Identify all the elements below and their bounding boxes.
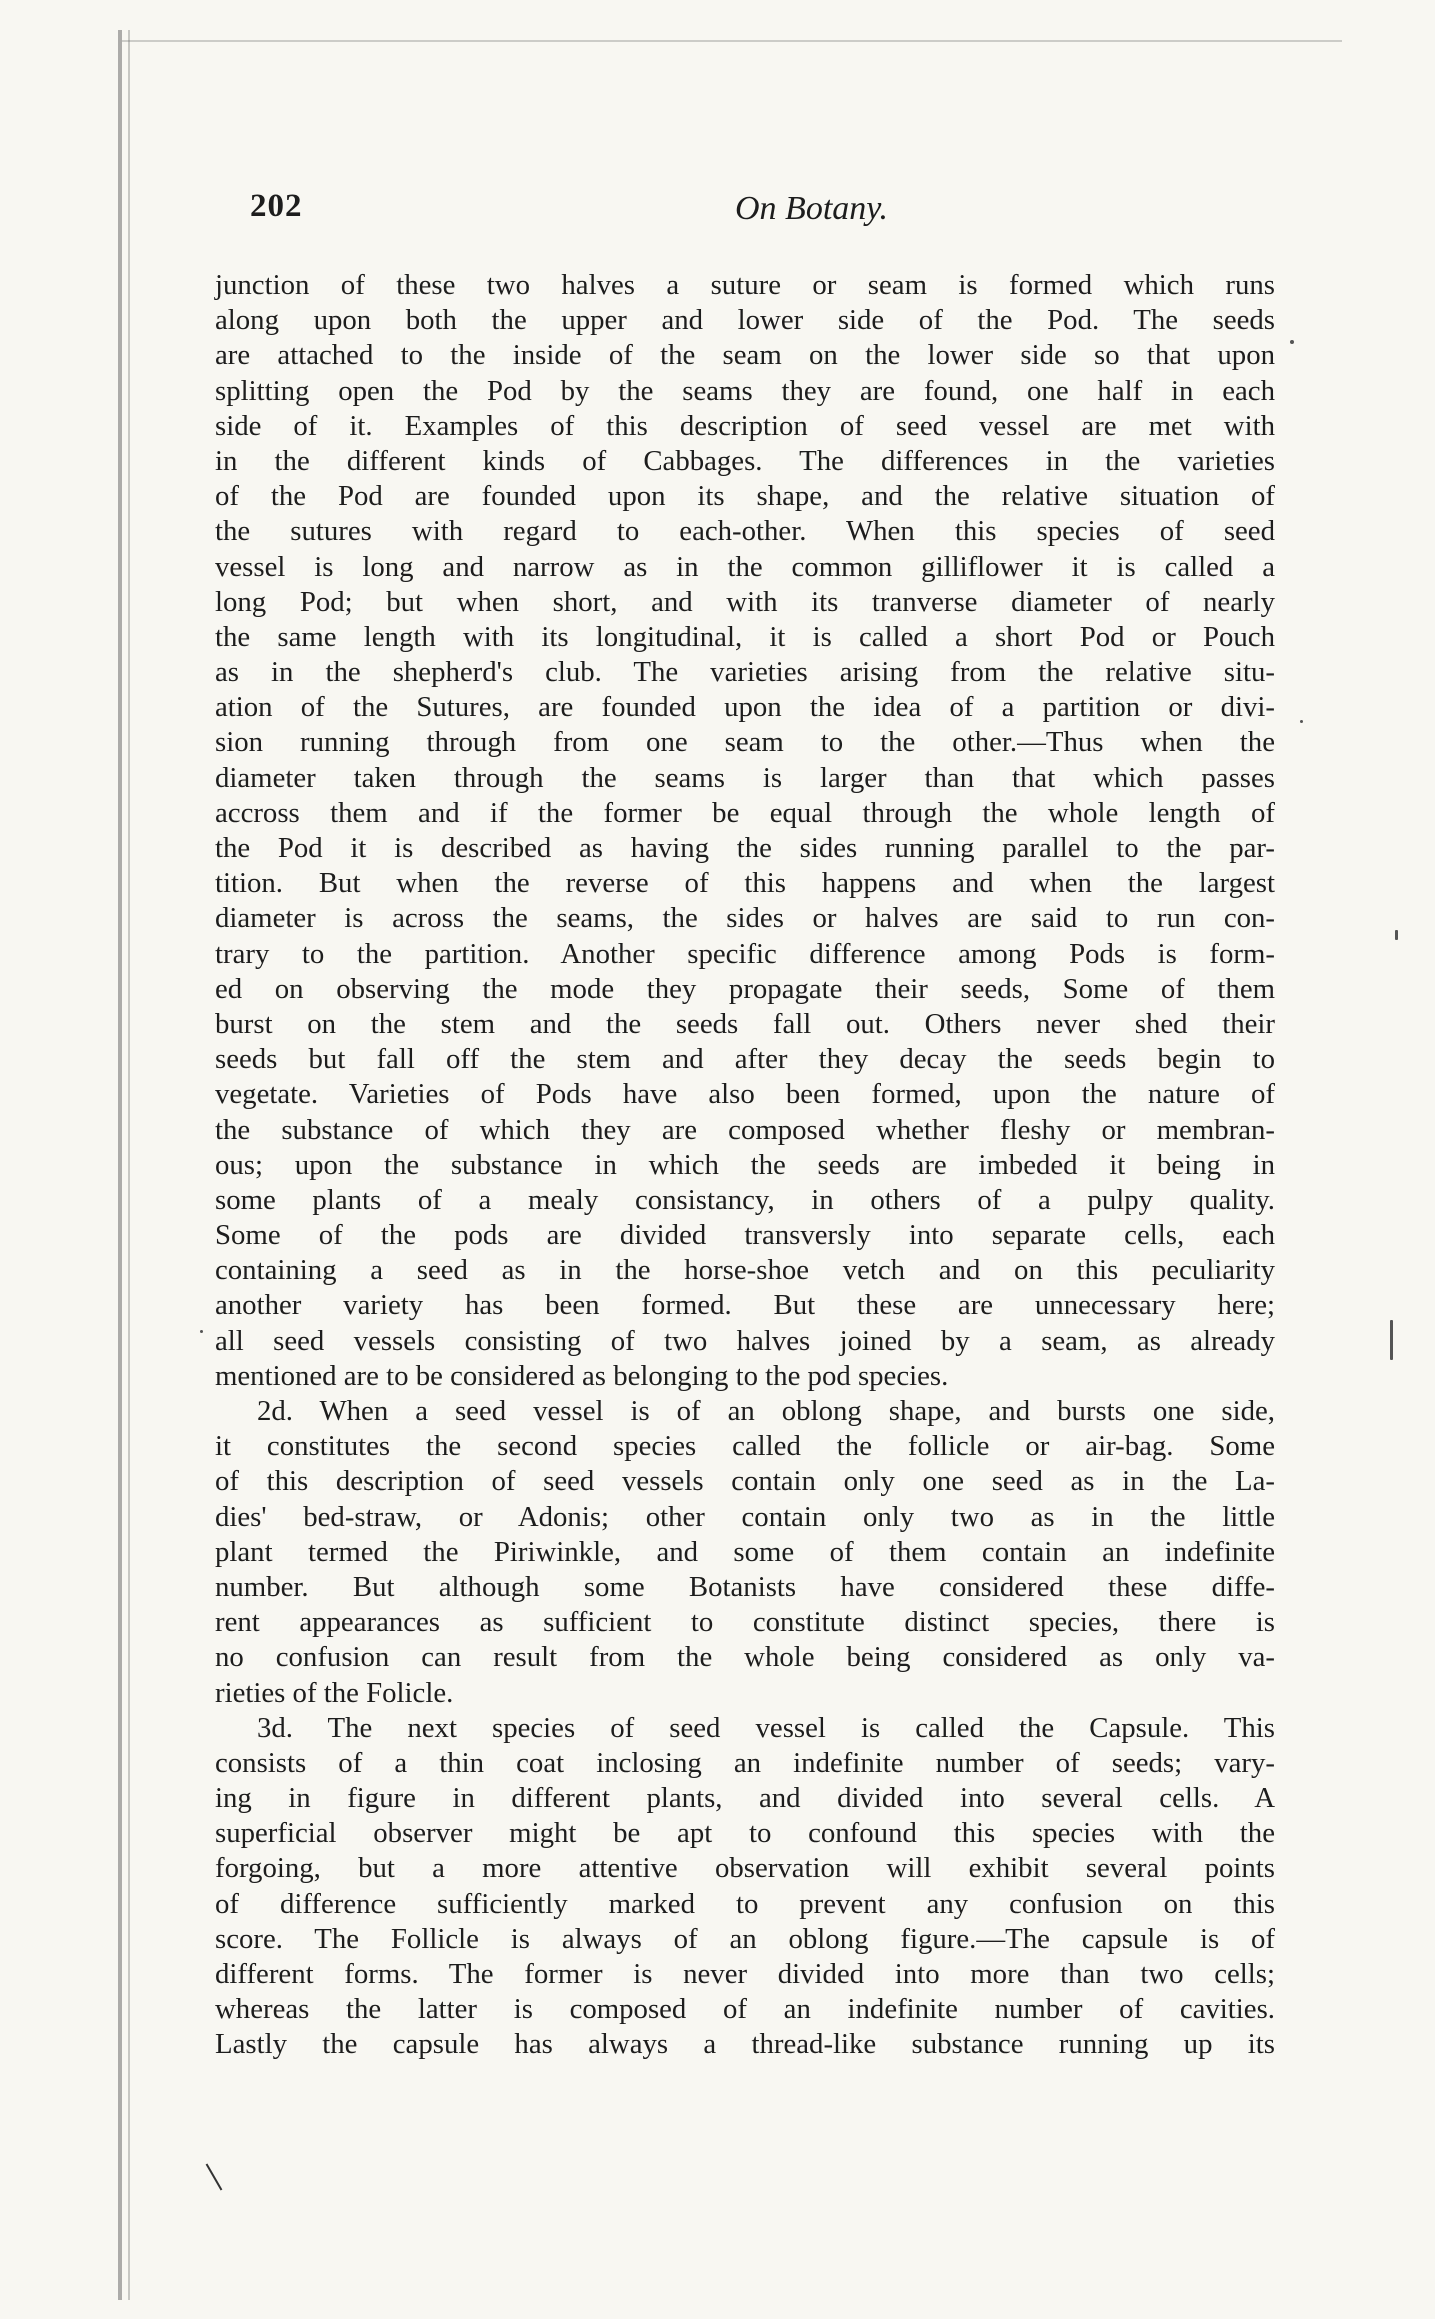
text-line: whereas the latter is composed of an indefinite number of cavities.	[215, 1993, 1275, 2026]
text-line: consists of a thin coat inclosing an indefinite number of seeds; vary-	[215, 1746, 1275, 1779]
text-line: all seed vessels consisting of two halves joined by a seam, as already	[215, 1324, 1275, 1357]
text-line: of this description of seed vessels contain only one seed as in the La-	[215, 1465, 1275, 1498]
ink-speck	[1395, 930, 1398, 940]
text-line: the sutures with regard to each-other. When this species of seed	[215, 515, 1275, 548]
text-line: ation of the Sutures, are founded upon the idea of a partition or divi-	[215, 691, 1275, 724]
text-line: of the Pod are founded upon its shape, and the relative situation of	[215, 480, 1275, 513]
text-line: ous; upon the substance in which the seeds are imbeded it being in	[215, 1148, 1275, 1181]
text-line: trary to the partition. Another specific difference among Pods is form-	[215, 937, 1275, 970]
ink-mark	[206, 2164, 223, 2191]
text-line: rent appearances as sufficient to constitute distinct species, there is	[215, 1606, 1275, 1639]
text-line: splitting open the Pod by the seams they are found, one half in each	[215, 374, 1275, 407]
page-header	[250, 188, 1250, 238]
text-line: score. The Follicle is always of an oblong figure.—The capsule is of	[215, 1922, 1275, 1955]
ink-speck	[200, 1330, 203, 1333]
ink-speck	[1390, 1320, 1393, 1360]
text-line: in the different kinds of Cabbages. The differences in the varieties	[215, 444, 1275, 477]
text-line: ed on observing the mode they propagate their seeds, Some of them	[215, 972, 1275, 1005]
ink-speck	[1290, 340, 1294, 344]
text-line: sion running through from one seam to the other.—Thus when the	[215, 726, 1275, 759]
text-line: mentioned are to be considered as belonging to the pod species.	[215, 1359, 949, 1392]
text-line: another variety has been formed. But these are unnecessary here;	[215, 1289, 1275, 1322]
text-line: the same length with its longitudinal, it is called a short Pod or Pouch	[215, 620, 1275, 653]
ink-speck	[1300, 720, 1303, 723]
text-line: junction of these two halves a suture or seam is formed which runs	[215, 269, 1275, 301]
paragraph-start-line: 2d. When a seed vessel is of an oblong shape, and bursts one side,	[257, 1395, 1275, 1427]
body-text	[215, 268, 1275, 2063]
text-line: rieties of the Folicle.	[215, 1676, 454, 1709]
running-head: On Botany.	[735, 190, 888, 227]
text-line: the Pod it is described as having the sides running parallel to the par-	[215, 832, 1275, 864]
text-line: the substance of which they are composed whether fleshy or membran-	[215, 1113, 1275, 1146]
text-line: Lastly the capsule has always a thread-like substance running up its	[215, 2028, 1275, 2061]
text-line: seeds but fall off the stem and after they decay the seeds begin to	[215, 1043, 1275, 1076]
text-line: superficial observer might be apt to confound this species with the	[215, 1817, 1275, 1850]
text-line: burst on the stem and the seeds fall out. Others never shed their	[215, 1007, 1275, 1040]
text-line: ing in figure in different plants, and divided into several cells. A	[215, 1782, 1275, 1815]
text-line: forgoing, but a more attentive observation will exhibit several points	[215, 1852, 1275, 1885]
text-line: long Pod; but when short, and with its tranverse diameter of nearly	[215, 585, 1275, 618]
binding-edge-inner	[128, 30, 130, 2300]
text-line: accross them and if the former be equal through the whole length of	[215, 796, 1275, 829]
text-line: Some of the pods are divided transversly into separate cells, each	[215, 1219, 1275, 1252]
text-line: vessel is long and narrow as in the common gilliflower it is called a	[215, 550, 1275, 583]
text-line: different forms. The former is never divided into more than two cells;	[215, 1958, 1275, 1990]
text-line: as in the shepherd's club. The varieties arising from the relative situ-	[215, 656, 1275, 689]
text-line: plant termed the Piriwinkle, and some of them contain an indefinite	[215, 1535, 1275, 1568]
text-line: of difference sufficiently marked to prevent any confusion on this	[215, 1887, 1275, 1920]
text-line: number. But although some Botanists have considered these diffe-	[215, 1570, 1275, 1603]
text-line: containing a seed as in the horse-shoe vetch and on this peculiarity	[215, 1254, 1275, 1287]
text-line: some plants of a mealy consistancy, in others of a pulpy quality.	[215, 1183, 1275, 1216]
text-line: no confusion can result from the whole being considered as only va-	[215, 1641, 1275, 1674]
text-line: tition. But when the reverse of this happens and when the largest	[215, 867, 1275, 900]
text-line: are attached to the inside of the seam on the lower side so that upon	[215, 339, 1275, 372]
binding-edge	[118, 30, 122, 2300]
text-line: along upon both the upper and lower side of the Pod. The seeds	[215, 304, 1275, 337]
top-binding-shadow	[122, 40, 1342, 42]
page-number: 202	[250, 188, 303, 224]
text-line: it constitutes the second species called the follicle or air-bag. Some	[215, 1430, 1275, 1463]
text-line: diameter taken through the seams is larger than that which passes	[215, 761, 1275, 794]
text-line: vegetate. Varieties of Pods have also been formed, upon the nature of	[215, 1078, 1275, 1111]
text-line: diameter is across the seams, the sides or halves are said to run con-	[215, 902, 1275, 935]
text-line: side of it. Examples of this description of seed vessel are met with	[215, 409, 1275, 442]
paragraph-start-line: 3d. The next species of seed vessel is called the Capsule. This	[257, 1711, 1275, 1744]
text-line: dies' bed-straw, or Adonis; other contain only two as in the little	[215, 1500, 1275, 1533]
